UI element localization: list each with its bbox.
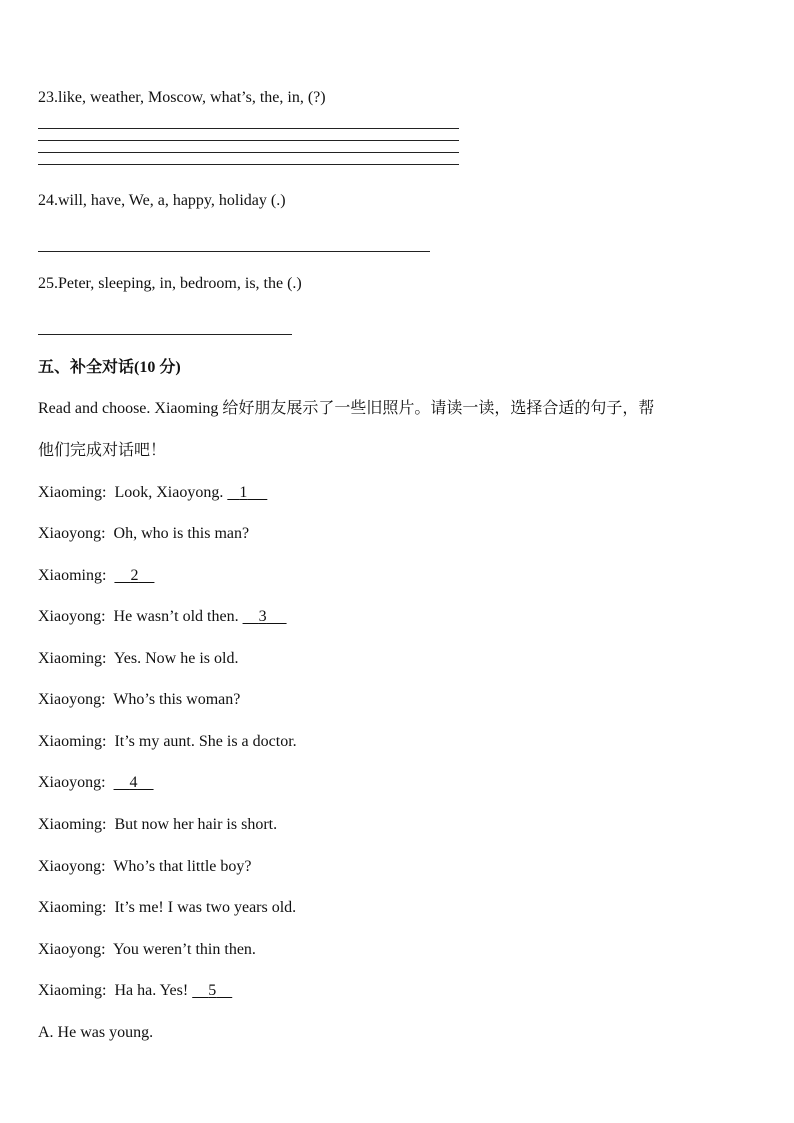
question-25 <box>38 274 302 294</box>
answer-line <box>38 164 459 165</box>
blank-number: 5 <box>208 982 217 999</box>
answer-blank[interactable] <box>114 566 154 586</box>
dialogue-text: It’s me! I was two years old. <box>114 899 297 916</box>
dialogue-text: He wasn’t old then. <box>113 608 239 625</box>
answer-line <box>38 140 459 141</box>
section-score: (10 分) <box>134 359 181 376</box>
blank-number: 3 <box>258 608 267 625</box>
answer-blank[interactable] <box>243 607 287 627</box>
blank-number: 2 <box>130 567 139 584</box>
dialogue-line <box>38 690 240 710</box>
speaker: Xiaoyong: <box>38 941 106 958</box>
dialogue-text: Ha ha. Yes! <box>114 982 189 999</box>
answer-line <box>38 152 459 153</box>
answer-line <box>38 128 459 129</box>
blank-number: 4 <box>129 774 138 791</box>
dialogue-line <box>38 898 296 918</box>
instruction-line: 他们完成对话吧！ <box>38 442 167 459</box>
speaker: Xiaoyong: <box>38 525 106 542</box>
dialogue-line <box>38 607 287 627</box>
dialogue-line <box>38 524 249 544</box>
dialogue-text: Oh, who is this man? <box>113 525 250 542</box>
dialogue-text: Who’s this woman? <box>113 691 241 708</box>
speaker: Xiaoming: <box>38 650 107 667</box>
dialogue-text: Who’s that little boy? <box>113 858 252 875</box>
dialogue-line <box>38 649 238 669</box>
blank-number: 1 <box>239 484 248 501</box>
question-24 <box>38 191 286 211</box>
dialogue-text: It’s my aunt. She is a doctor. <box>114 733 297 750</box>
question-words: will, have, We, a, happy, holiday (.) <box>58 192 286 209</box>
speaker: Xiaoming: <box>38 816 107 833</box>
section-title-text: 五、补全对话 <box>38 359 135 376</box>
answer-blank[interactable] <box>114 773 154 793</box>
dialogue-line <box>38 940 256 960</box>
answer-line <box>38 334 292 335</box>
dialogue-text: You weren’t thin then. <box>112 941 256 958</box>
dialogue-line <box>38 566 154 586</box>
speaker: Xiaoming: <box>38 982 107 999</box>
question-words: Peter, sleeping, in, bedroom, is, the (.) <box>58 275 302 292</box>
question-number: 24. <box>38 192 58 209</box>
speaker: Xiaoyong: <box>38 691 106 708</box>
dialogue-line <box>38 981 232 1001</box>
section-title <box>38 358 181 378</box>
answer-blank[interactable] <box>227 483 267 503</box>
dialogue-line <box>38 732 297 752</box>
dialogue-text: Yes. Now he is old. <box>113 650 239 667</box>
question-number: 25. <box>38 275 58 292</box>
dialogue-text: But now her hair is short. <box>114 816 278 833</box>
dialogue-line <box>38 857 251 877</box>
dialogue-text: Look, Xiaoyong. <box>114 484 224 501</box>
speaker: Xiaoyong: <box>38 774 106 791</box>
instruction-line: Read and choose. Xiaoming 给好朋友展示了一些旧照片。请读一读，选择合适的句子，帮 <box>38 400 655 417</box>
dialogue-line <box>38 815 277 835</box>
option-a: A. He was young. <box>38 1024 154 1041</box>
speaker: Xiaoyong: <box>38 858 106 875</box>
dialogue-line <box>38 773 154 793</box>
speaker: Xiaoyong: <box>38 608 106 625</box>
answer-blank[interactable] <box>192 981 232 1001</box>
question-number: 23. <box>38 89 58 106</box>
speaker: Xiaoming: <box>38 733 107 750</box>
speaker: Xiaoming: <box>38 567 107 584</box>
question-words: like, weather, Moscow, what’s, the, in, (?) <box>58 89 326 106</box>
answer-line <box>38 251 430 252</box>
dialogue-line <box>38 483 267 503</box>
speaker: Xiaoming: <box>38 899 107 916</box>
speaker: Xiaoming: <box>38 484 107 501</box>
question-23 <box>38 88 326 108</box>
